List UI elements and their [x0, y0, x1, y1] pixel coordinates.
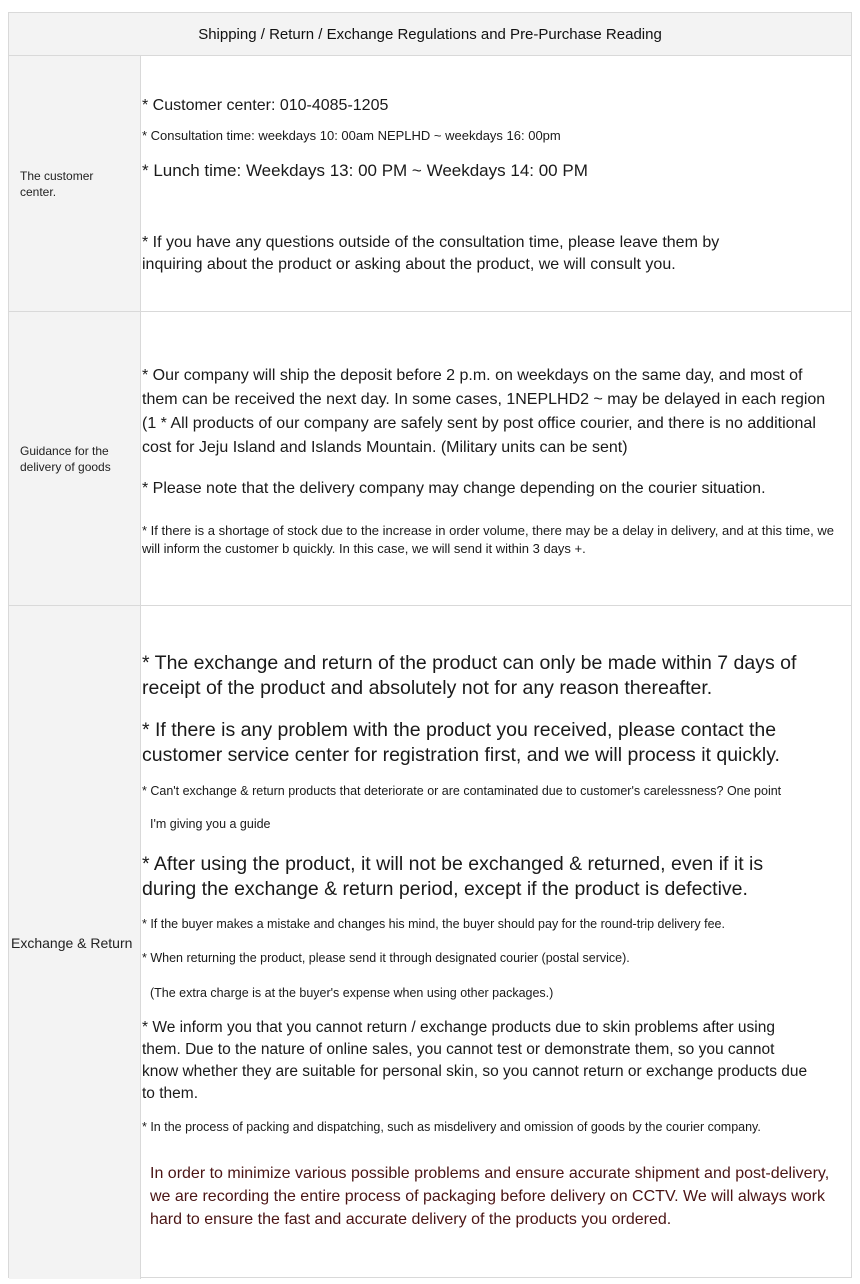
- policy-document: [8, 12, 852, 1278]
- cctv-recording-note: In order to minimize various possible problems and ensure accurate shipment and post-delivery, we are recording the entire process of packaging before delivery on CCTV. We will always work hard to ensure the fast and accurate delivery of the products you ordered.: [150, 1165, 830, 1228]
- page-title-text: Shipping / Return / Exchange Regulations and Pre-Purchase Reading: [198, 25, 662, 43]
- used-product-note: * After using the product, it will not be exchanged & returned, even if it is during the exchange & return period, except if the product is defective.: [142, 853, 764, 900]
- section-label-customer-center: The customer center.: [9, 56, 141, 311]
- designated-courier-note: * When returning the product, please send it through designated courier (postal service).: [142, 951, 630, 965]
- page-title: [9, 13, 851, 56]
- change-of-mind-note: * If the buyer makes a mistake and changes his mind, the buyer should pay for the round-trip delivery fee.: [142, 917, 725, 931]
- section-content-exchange-return: [142, 606, 851, 1279]
- section-content-delivery: [142, 312, 851, 605]
- exchange-period-note: * The exchange and return of the product can only be made within 7 days of receipt of the product and absolutely not for any reason thereafter.: [142, 652, 797, 699]
- consultation-time: * Consultation time: weekdays 10: 00am NEPLHD ~ weekdays 16: 00pm: [142, 128, 561, 143]
- section-label-delivery: Guidance for the delivery of goods: [9, 312, 141, 605]
- guide-note: I'm giving you a guide: [150, 817, 271, 831]
- skin-problem-note: * We inform you that you cannot return / exchange products due to skin problems after using them. Due to the nature of online sales, you cannot test or demonstrate them, so you cannot know whether they are suitable for personal skin, so you cannot return or exchange products due to them.: [142, 1019, 808, 1102]
- outside-hours-note: * If you have any questions outside of the consultation time, please leave them by inquiring about the product or asking about the product, we will consult you.: [142, 234, 720, 273]
- customer-center-phone: * Customer center: 010-4085-1205: [142, 97, 389, 114]
- shipping-schedule-note: * Our company will ship the deposit before 2 p.m. on weekdays on the same day, and most of them can be received the next day. In some cases, 1NEPLHD2 ~ may be delayed in each region (1 * All products of our company are safely sent by post office courier, and there is no additional cost for Jeju Island and Islands Mountain. (Military units can be sent): [142, 367, 826, 456]
- section-content-customer-center: [142, 56, 851, 311]
- courier-change-note: * Please note that the delivery company may change depending on the courier situation.: [142, 480, 766, 497]
- lunch-time: * Lunch time: Weekdays 13: 00 PM ~ Weekdays 14: 00 PM: [142, 161, 588, 180]
- stock-shortage-note: * If there is a shortage of stock due to the increase in order volume, there may be a delay in delivery, and at this time, we will inform the customer b quickly. In this case, we will send it within 3 days +.: [142, 523, 835, 556]
- section-label-exchange-return: Exchange & Return: [9, 606, 141, 1279]
- packing-dispatch-note: * In the process of packing and dispatching, such as misdelivery and omission of goods by the courier company.: [142, 1120, 761, 1134]
- section-customer-center: [9, 56, 851, 312]
- problem-contact-note: * If there is any problem with the product you received, please contact the customer service center for registration first, and we will process it quickly.: [142, 719, 780, 766]
- section-delivery: [9, 312, 851, 606]
- section-exchange-return: [9, 606, 851, 1279]
- extra-charge-note: (The extra charge is at the buyer's expense when using other packages.): [150, 986, 554, 1000]
- carelessness-note: * Can't exchange & return products that deteriorate or are contaminated due to customer's carelessness? One point: [142, 784, 782, 798]
